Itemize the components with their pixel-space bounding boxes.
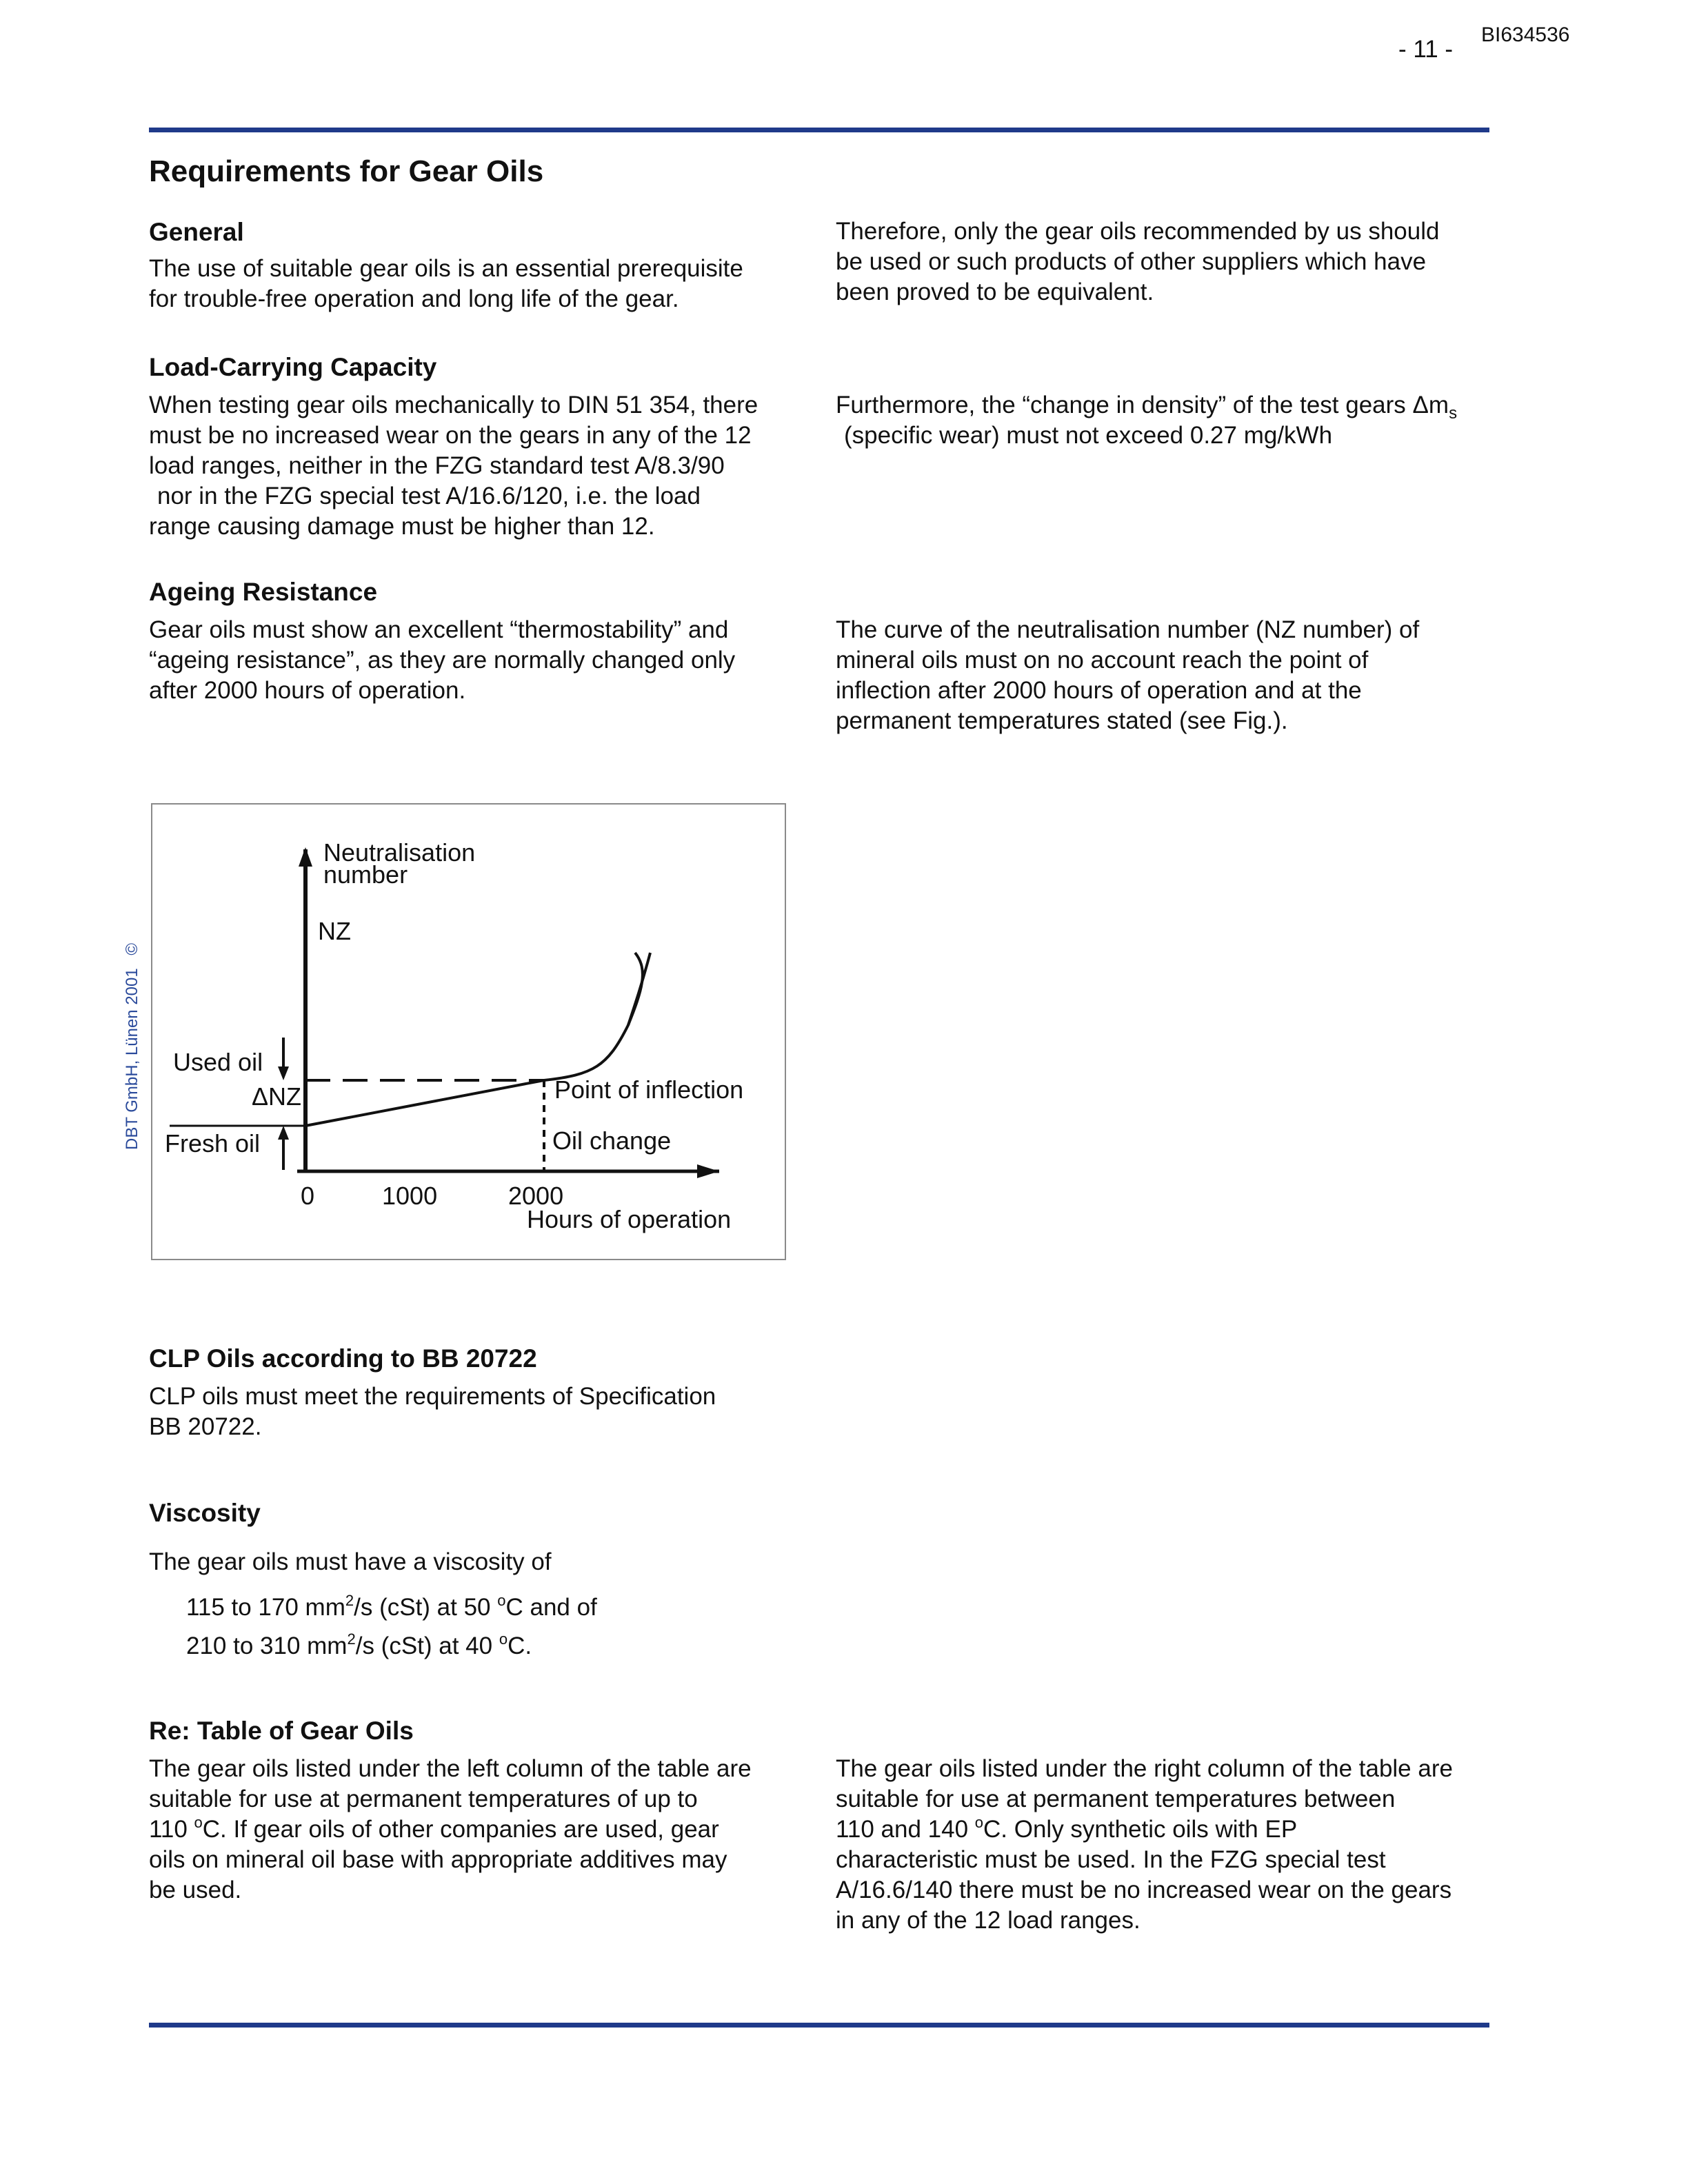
neutralisation-figure [151, 803, 786, 1260]
fresh-oil-label: Fresh oil [165, 1129, 261, 1157]
x-tick-0: 0 [301, 1182, 315, 1210]
y-axis-arrow [299, 847, 312, 867]
x-axis-arrow [697, 1164, 719, 1178]
text-line: The gear oils listed under the left column of the table are [149, 1755, 752, 1782]
text-line [836, 390, 1484, 421]
text-line: be used or such products of other suppliers which have [836, 248, 1427, 275]
wear-symbol: Δm [1412, 392, 1449, 418]
text-line: BB 20722. [149, 1413, 262, 1440]
text-line: for trouble-free operation and long life of the gear. [149, 285, 679, 312]
text-line: The curve of the neutralisation number (NZ number) of [836, 616, 1420, 643]
clp-heading: CLP Oils according to BB 20722 [149, 1344, 537, 1373]
document-code: BI634536 [1481, 23, 1570, 46]
text-span: C. Only synthetic oils with EP [983, 1816, 1298, 1843]
nz-symbol: NZ [318, 917, 351, 945]
text-span: Furthermore, the “change in density” of the test gears [836, 392, 1413, 418]
page-title: Requirements for Gear Oils [149, 154, 544, 188]
clp-text [149, 1382, 785, 1442]
text-line: (specific wear) must not exceed 0.27 mg/kWh [844, 422, 1333, 449]
degree-symbol: o [497, 1592, 506, 1609]
text-span: 110 [149, 1816, 194, 1843]
text-span: C. If gear oils of other companies are used, gear [202, 1816, 719, 1843]
text-line: after 2000 hours of operation. [149, 677, 466, 704]
copyright-icon: © [123, 942, 141, 956]
text-line: nor in the FZG special test A/16.6/120, i.e. the load [157, 483, 701, 509]
load-capacity-heading: Load-Carrying Capacity [149, 353, 437, 381]
text-line: mineral oils must on no account reach the point of [836, 647, 1369, 674]
text-line [836, 1814, 1484, 1845]
text-line: The use of suitable gear oils is an essential prerequisite [149, 255, 743, 282]
table-heading: Re: Table of Gear Oils [149, 1717, 414, 1745]
viscosity-heading: Viscosity [149, 1499, 261, 1527]
text-line: must be no increased wear on the gears in any of the 12 [149, 422, 752, 449]
top-rule [149, 128, 1489, 132]
copyright-sidebar [123, 943, 142, 1150]
neutralisation-diagram [152, 805, 785, 1259]
bottom-rule [149, 2023, 1489, 2028]
ageing-left-text [149, 615, 785, 706]
load-capacity-right-text [836, 390, 1484, 451]
text-line: CLP oils must meet the requirements of Specification [149, 1383, 716, 1410]
degree-symbol: o [974, 1814, 984, 1831]
text-line: characteristic must be used. In the FZG special test [836, 1846, 1386, 1873]
fresh-oil-arrowhead [278, 1126, 289, 1140]
ageing-heading: Ageing Resistance [149, 578, 378, 606]
text-line: be used. [149, 1877, 242, 1903]
text-span: 115 to 170 mm [186, 1594, 345, 1621]
text-span: /s (cSt) at 50 [354, 1594, 498, 1621]
text-line: Therefore, only the gear oils recommended by us should [836, 218, 1440, 245]
x-tick-2000: 2000 [508, 1182, 564, 1210]
text-line [149, 1814, 785, 1845]
superscript: 2 [345, 1592, 354, 1609]
general-right-text [836, 216, 1471, 307]
x-tick-1000: 1000 [382, 1182, 438, 1210]
general-left-text [149, 254, 785, 314]
point-of-inflection-label: Point of inflection [554, 1075, 744, 1104]
text-line: inflection after 2000 hours of operation and at the [836, 677, 1362, 704]
used-oil-label: Used oil [173, 1048, 263, 1076]
nz-curve-end [628, 953, 650, 1025]
table-right-text [836, 1754, 1484, 1936]
general-heading: General [149, 218, 244, 246]
wear-symbol-sub: s [1449, 404, 1458, 423]
text-span: 110 and 140 [836, 1816, 975, 1843]
viscosity-intro: The gear oils must have a viscosity of [149, 1548, 552, 1575]
text-line: in any of the 12 load ranges. [836, 1907, 1141, 1934]
oil-change-label: Oil change [552, 1126, 672, 1155]
ageing-right-text [836, 615, 1471, 736]
y-label-line2: number [323, 860, 408, 889]
text-line: suitable for use at permanent temperatures of up to [149, 1786, 698, 1812]
text-line: A/16.6/140 there must be no increased wear on the gears [836, 1877, 1452, 1903]
degree-symbol: o [499, 1630, 508, 1648]
delta-nz-label: ΔNZ [252, 1082, 302, 1111]
text-line: range causing damage must be higher than 12. [149, 513, 655, 540]
x-axis-label: Hours of operation [527, 1205, 732, 1233]
degree-symbol: o [194, 1814, 203, 1831]
text-span: C and of [505, 1594, 597, 1621]
table-left-text [149, 1754, 785, 1905]
superscript: 2 [347, 1630, 356, 1648]
y-label-line1: Neutralisation [323, 838, 476, 867]
text-line: been proved to be equivalent. [836, 279, 1154, 305]
text-line: permanent temperatures stated (see Fig.). [836, 707, 1288, 734]
text-line: oils on mineral oil base with appropriate additives may [149, 1846, 727, 1873]
viscosity-line-2 [186, 1631, 532, 1661]
text-line: The gear oils listed under the right column of the table are [836, 1755, 1453, 1782]
text-line: “ageing resistance”, as they are normally changed only [149, 647, 736, 674]
copyright-text: DBT GmbH, Lünen 2001 [123, 968, 141, 1150]
viscosity-line-1 [186, 1593, 597, 1623]
page-number: - 11 - [1398, 36, 1454, 63]
text-span: C. [508, 1632, 532, 1659]
used-oil-arrowhead [278, 1066, 289, 1080]
text-span: 210 to 310 mm [186, 1632, 348, 1659]
text-line: Gear oils must show an excellent “thermostability” and [149, 616, 729, 643]
text-span: /s (cSt) at 40 [355, 1632, 499, 1659]
text-line: suitable for use at permanent temperatures between [836, 1786, 1396, 1812]
text-line: When testing gear oils mechanically to DIN 51 354, there [149, 392, 758, 418]
load-capacity-left-text [149, 390, 785, 542]
text-line: load ranges, neither in the FZG standard test A/8.3/90 [149, 452, 725, 479]
